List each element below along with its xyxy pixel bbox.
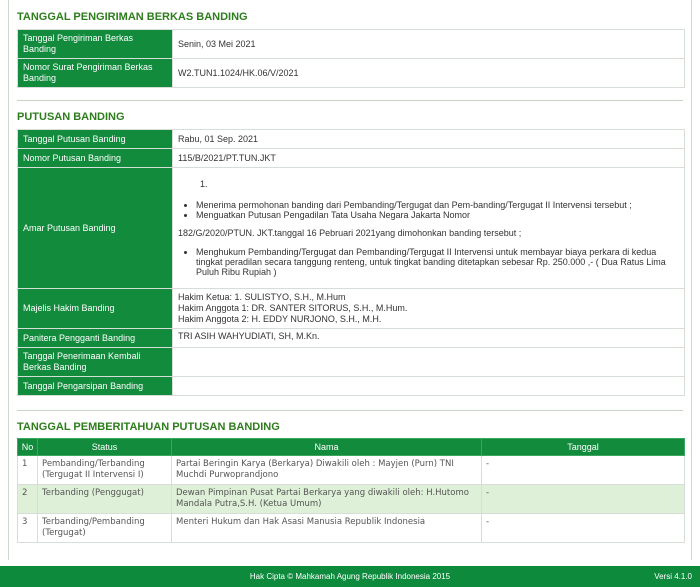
pengiriman-row bbox=[18, 30, 685, 59]
cell-status: Pembanding/Terbanding (Tergugat II Intervensi I) bbox=[38, 456, 172, 485]
cell-tanggal: - bbox=[482, 456, 685, 485]
table-row bbox=[18, 485, 685, 514]
amar-list-2 bbox=[196, 247, 679, 277]
amar-list-1 bbox=[196, 200, 679, 220]
divider bbox=[17, 100, 683, 101]
col-status: Status bbox=[38, 439, 172, 456]
amar-text: 182/G/2020/PTUN. JKT.tanggal 16 Pebruari 2021yang dimohonkan banding tersebut ; bbox=[178, 228, 522, 238]
nomor-putusan-value: 115/B/2021/PT.TUN.JKT bbox=[173, 149, 685, 168]
cell-no: 3 bbox=[18, 514, 38, 543]
amar-putusan-value bbox=[173, 168, 685, 289]
majelis-line: Hakim Anggota 1: DR. SANTER SITORUS, S.H., M.Hum. bbox=[178, 303, 408, 313]
col-tanggal: Tanggal bbox=[482, 439, 685, 456]
pemberitahuan-table bbox=[17, 438, 685, 543]
pengiriman-value: Senin, 03 Mei 2021 bbox=[173, 30, 685, 59]
pengiriman-table bbox=[17, 29, 685, 88]
majelis-line: Hakim Anggota 2: H. EDDY NURJONO, S.H., M.H. bbox=[178, 314, 382, 324]
cell-tanggal: - bbox=[482, 485, 685, 514]
section-title-putusan: PUTUSAN BANDING bbox=[17, 111, 125, 123]
pengiriman-row bbox=[18, 59, 685, 88]
version-text: Versi 4.1.0 bbox=[654, 572, 692, 581]
amar-item: • Menerima permohonan banding dari Pembanding/Tergugat dan Pem-banding/Tergugat II Intervensi tersebut ; bbox=[196, 200, 679, 210]
table-row bbox=[18, 514, 685, 543]
cell-nama: Menteri Hukum dan Hak Asasi Manusia Republik Indonesia bbox=[172, 514, 482, 543]
pengiriman-value: W2.TUN1.1024/HK.06/V/2021 bbox=[173, 59, 685, 88]
amar-item: • Menghukum Pembanding/Tergugat dan Pembanding/Tergugat II Intervensi untuk membayar biaya perkara di kedua tingkat peradilan secara tanggung renteng, untuk tingkat banding ditetapkan sebesar Rp. 250.000 ,- ( Dua Ratus Lima Puluh Ribu Rupiah ) bbox=[196, 247, 679, 277]
table-row bbox=[18, 456, 685, 485]
pengarsipan-value bbox=[173, 377, 685, 396]
pengarsipan-label: Tanggal Pengarsipan Banding bbox=[18, 377, 173, 396]
cell-tanggal: - bbox=[482, 514, 685, 543]
cell-status: Terbanding (Penggugat) bbox=[38, 485, 172, 514]
copyright-text: Hak Cipta © Mahkamah Agung Republik Indonesia 2015 bbox=[249, 572, 451, 581]
majelis-line: Hakim Ketua: 1. SULISTYO, S.H., M.Hum bbox=[178, 292, 346, 302]
amar-putusan-label: Amar Putusan Banding bbox=[18, 168, 173, 289]
cell-no: 2 bbox=[18, 485, 38, 514]
penerimaan-kembali-label: Tanggal Penerimaan Kembali Berkas Banding bbox=[18, 348, 173, 377]
pengiriman-label: Tanggal Pengiriman Berkas Banding bbox=[18, 30, 173, 59]
footer bbox=[0, 566, 700, 587]
section-title-pengiriman: TANGGAL PENGIRIMAN BERKAS BANDING bbox=[17, 11, 248, 23]
divider bbox=[17, 410, 683, 411]
tanggal-putusan-value: Rabu, 01 Sep. 2021 bbox=[173, 130, 685, 149]
pengiriman-label: Nomor Surat Pengiriman Berkas Banding bbox=[18, 59, 173, 88]
panitera-label: Panitera Pengganti Banding bbox=[18, 329, 173, 348]
panitera-value: TRI ASIH WAHYUDIATI, SH, M.Kn. bbox=[173, 329, 685, 348]
putusan-table bbox=[17, 129, 685, 396]
cell-status: Terbanding/Pembanding (Tergugat) bbox=[38, 514, 172, 543]
penerimaan-kembali-value bbox=[173, 348, 685, 377]
col-nama: Nama bbox=[172, 439, 482, 456]
tanggal-putusan-label: Tanggal Putusan Banding bbox=[18, 130, 173, 149]
cell-nama: Partai Beringin Karya (Berkarya) Diwakili oleh : Mayjen (Purn) TNI Muchdi Purwoprandjono bbox=[172, 456, 482, 485]
cell-no: 1 bbox=[18, 456, 38, 485]
content-panel bbox=[8, 0, 692, 560]
amar-item: • Menguatkan Putusan Pengadilan Tata Usaha Negara Jakarta Nomor bbox=[196, 210, 679, 220]
amar-number: 1. bbox=[200, 179, 208, 189]
nomor-putusan-label: Nomor Putusan Banding bbox=[18, 149, 173, 168]
cell-nama: Dewan Pimpinan Pusat Partai Berkarya yang diwakili oleh: H.Hutomo Mandala Putra,S.H. (Ketua Umum) bbox=[172, 485, 482, 514]
col-no: No bbox=[18, 439, 38, 456]
table-header bbox=[18, 439, 685, 456]
majelis-hakim-label: Majelis Hakim Banding bbox=[18, 289, 173, 329]
section-title-pemberitahuan: TANGGAL PEMBERITAHUAN PUTUSAN BANDING bbox=[17, 421, 280, 433]
majelis-hakim-value bbox=[173, 289, 685, 329]
